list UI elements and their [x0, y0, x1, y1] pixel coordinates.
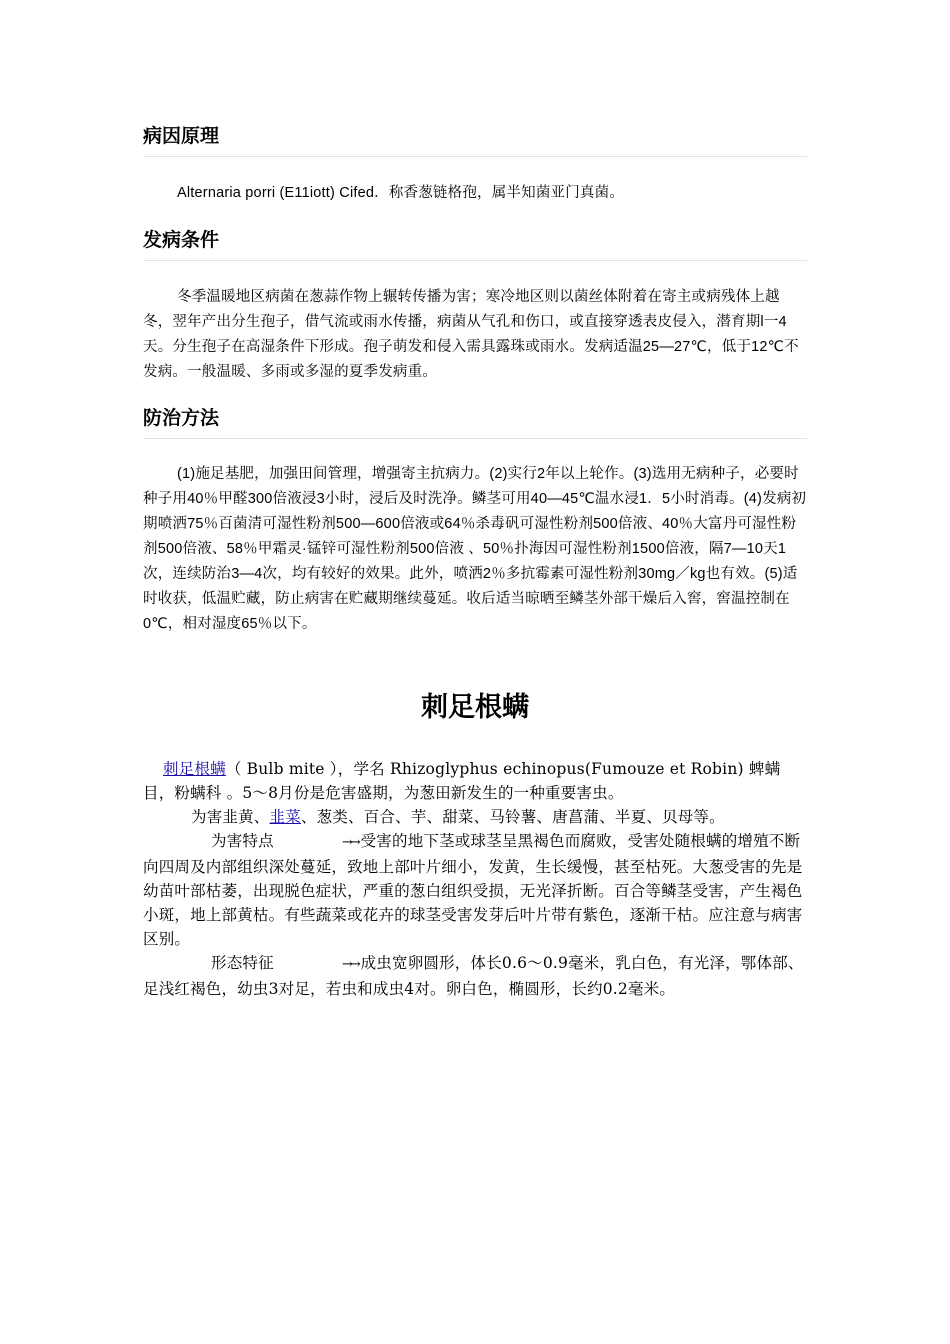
mite-hosts: [143, 805, 807, 829]
section-title-conditions: 发病条件: [143, 228, 807, 261]
mite-hosts-prefix: 为害韭黄、: [191, 808, 270, 826]
cause-pathogen-text: Alternaria porri (E11iott) Cifed．称香葱链格孢，属半知菌亚门真菌。: [177, 185, 625, 201]
section-title-cause: 病因原理: [143, 124, 807, 157]
mite-damage: [143, 829, 807, 951]
morphology-label: 形态特征: [211, 954, 274, 972]
damage-label: 为害特点: [211, 832, 274, 850]
morphology-text: 成虫宽卵圆形，体长0.6～0.9毫米，乳白色，有光泽，鄂体部、足浅红褐色，幼虫3对足，若虫和成虫4对。卵白色，椭圆形，长约0.2毫米。: [143, 954, 804, 998]
mite-name-link[interactable]: 刺足根螨: [163, 760, 226, 778]
mite-article: [143, 757, 807, 1001]
chives-link[interactable]: 韭菜: [269, 808, 301, 826]
mite-hosts-suffix: 、葱类、百合、芋、甜菜、马铃薯、唐菖蒲、半夏、贝母等。: [300, 808, 725, 826]
mite-intro-text: （ Bulb mite ），学名 Rhizoglyphus echinopus(Fumouze et Robin) 蜱螨目，粉螨科 。5～8月份是危害盛期，为葱田新发生的一种重要害虫。: [143, 760, 781, 802]
mite-morphology: [143, 951, 807, 1001]
arrow-icon: →→: [341, 835, 358, 850]
conditions-text: 冬季温暖地区病菌在葱蒜作物上辗转传播为害；寒冷地区则以菌丝体附着在寄主或病残体上越冬，翌年产出分生孢子，借气流或雨水传播，病菌从气孔和伤口，或直接穿透表皮侵入，潜育期l一4天。分生孢子在高湿条件下形成。孢子萌发和侵入需具露珠或雨水。发病适温25—27℃，低于12℃不发病。一般温暖、多雨或多湿的夏季发病重。: [143, 289, 799, 380]
damage-text: 受害的地下茎或球茎呈黑褐色而腐败，受害处随根螨的增殖不断向四周及内部组织深处蔓延，致地上部叶片细小，发黄，生长缓慢，甚至枯死。大葱受害的先是幼苗叶部枯萎，出现脱色症状，严重的葱白组织受损，无光泽折断。百合等鳞茎受害，产生褐色小斑，地上部黄枯。有些蔬菜或花卉的球茎受害发芽后叶片带有紫色，逐渐干枯。应注意与病害区别。: [143, 832, 803, 948]
mite-intro: [143, 757, 807, 805]
control-text: (1)施足基肥，加强田间管理，增强寄主抗病力。(2)实行2年以上轮作。(3)选用无病种子，必要时种子用40％甲醛300倍液浸3小时，浸后及时洗净。鳞茎可用40—45℃温水浸1．5小时消毒。(4)发病初期喷洒75％百菌清可湿性粉剂500—600倍液或64％杀毒矾可湿性粉剂500倍液、40％大富丹可湿性粉剂500倍液、58％甲霜灵·锰锌可湿性粉剂500倍液 、50％扑海因可湿性粉剂1500倍液，隔7—10天1次，连续防治3—4次，均有较好的效果。此外，喷洒2％多抗霉素可湿性粉剂30mg／kg也有效。(5)适时收获，低温贮藏，防止病害在贮藏期继续蔓延。收后适当晾晒至鳞茎外部干燥后入窖，窖温控制在0℃，相对湿度65％以下。: [143, 466, 807, 632]
section-title-control: 防治方法: [143, 406, 807, 439]
mite-title: 刺足根螨: [421, 692, 529, 723]
arrow-icon: →→: [341, 957, 358, 972]
